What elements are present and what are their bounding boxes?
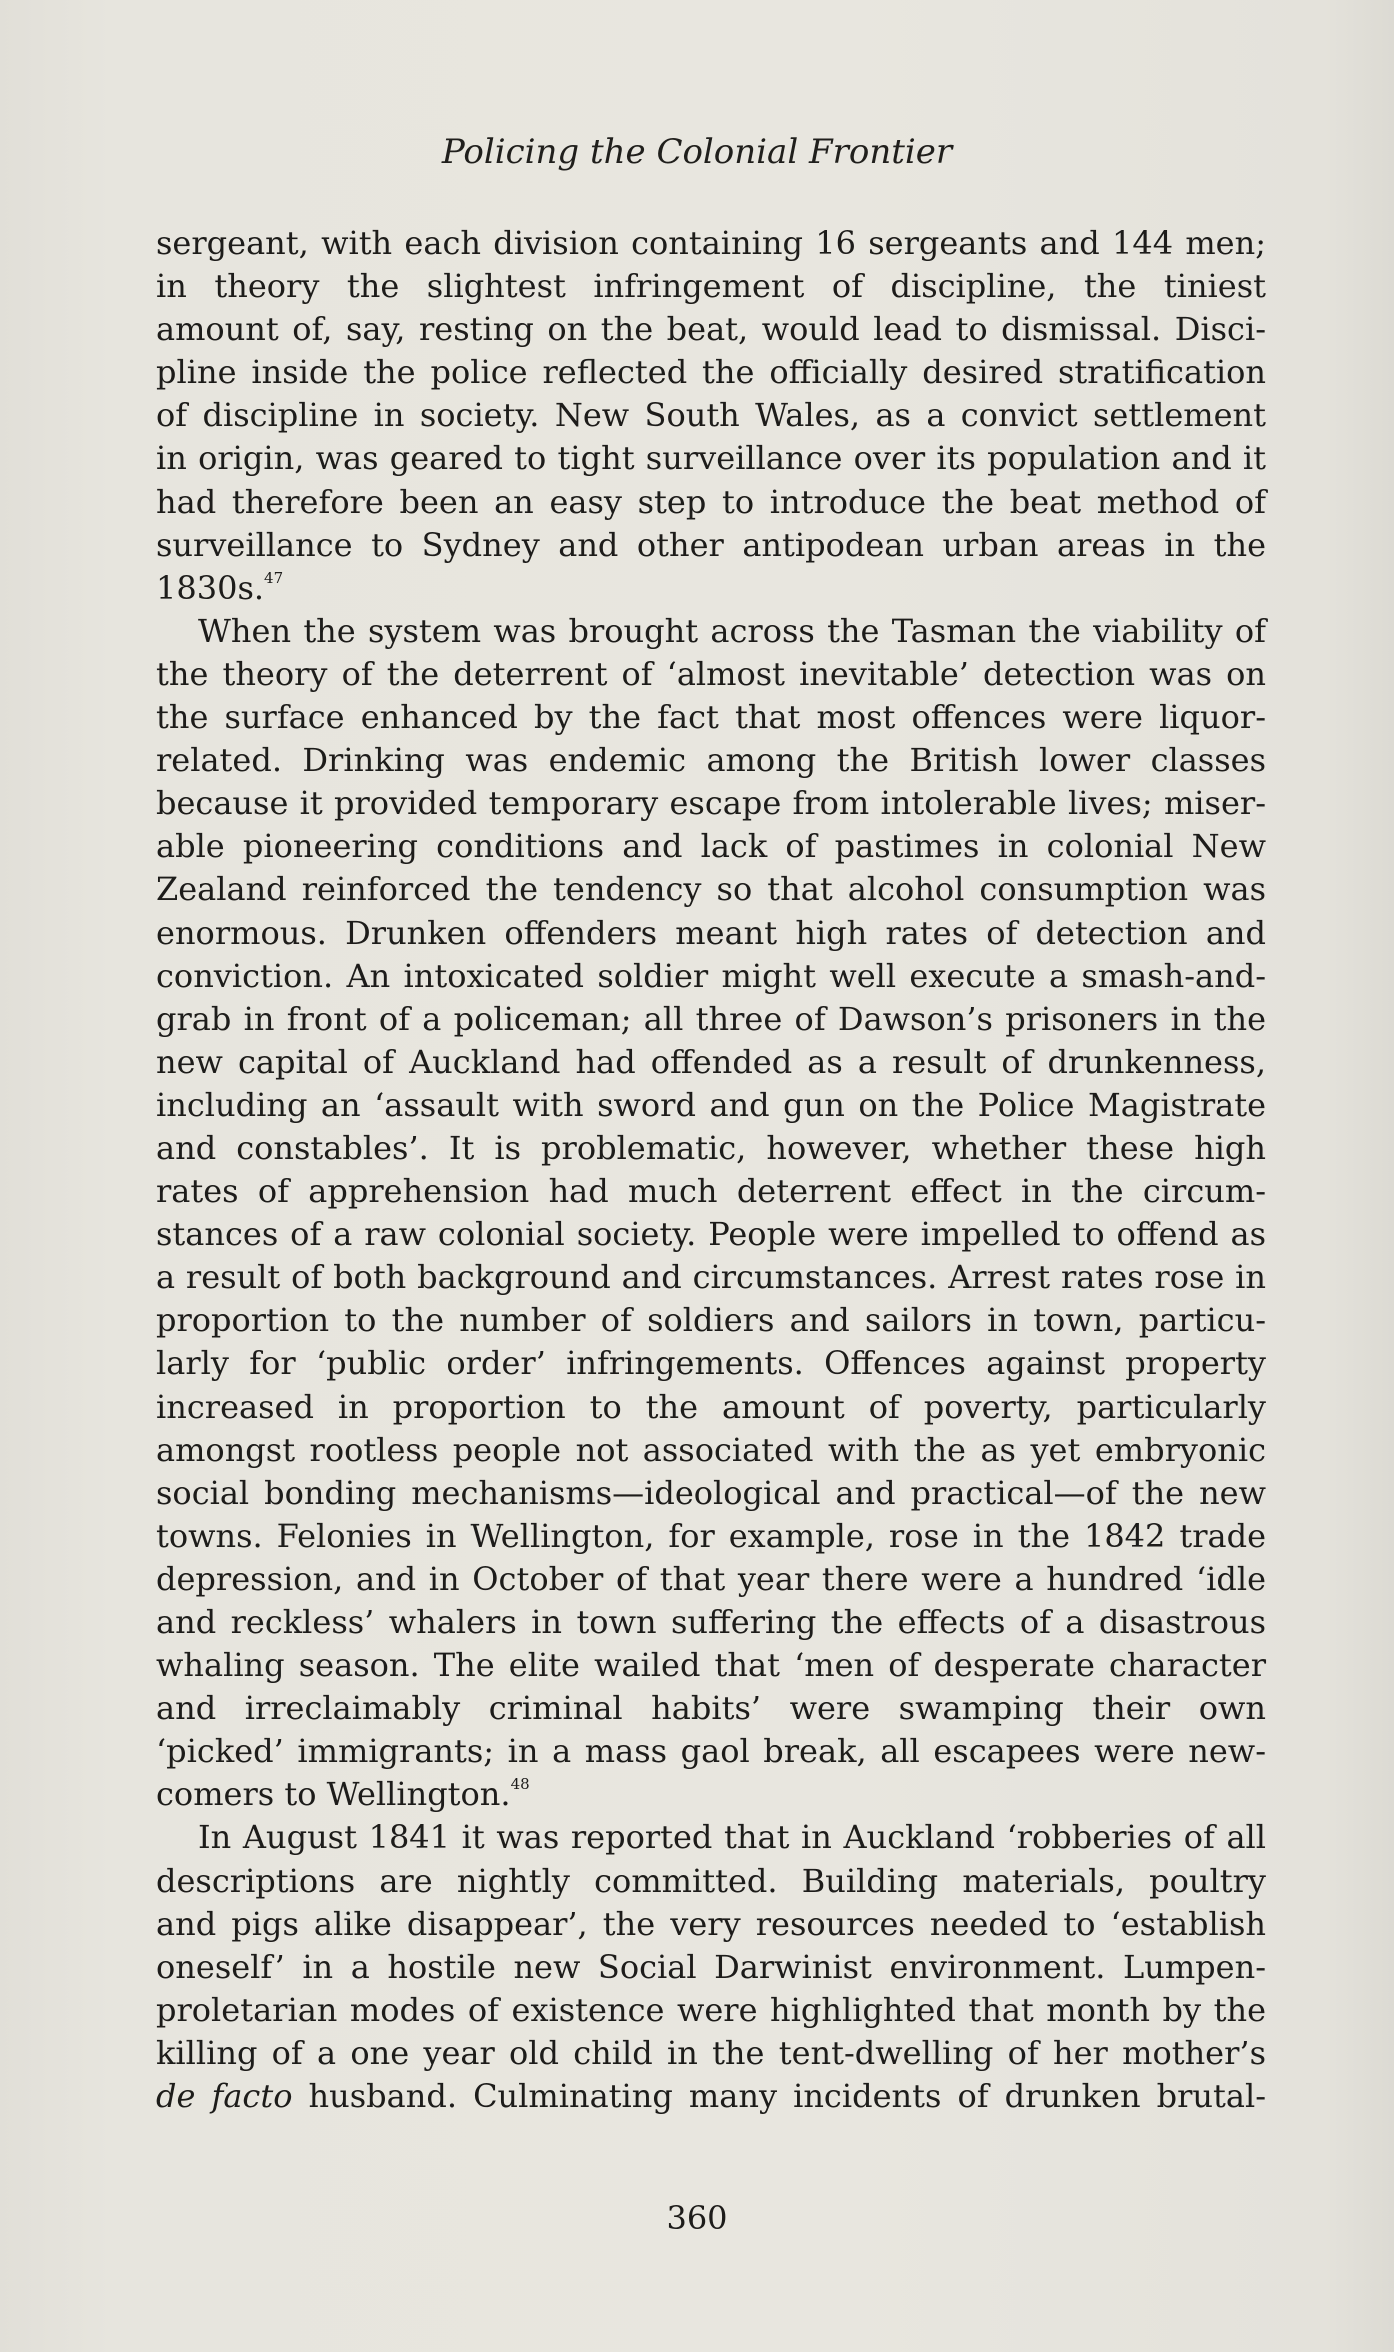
line-text: enormous. Drunken offenders meant high rates of detection and xyxy=(156,913,1266,952)
line-text: husband. Culminating many incidents of drunken brutal- xyxy=(292,2077,1267,2116)
line-text: comers to Wellington. xyxy=(156,1775,511,1814)
text-line xyxy=(156,1816,1266,1859)
text-line xyxy=(156,524,1266,567)
text-line xyxy=(156,696,1266,739)
text-line xyxy=(156,1730,1266,1773)
text-line xyxy=(156,1386,1266,1429)
text-line xyxy=(156,1558,1266,1601)
line-text: and pigs alike disappear’, the very resources needed to ‘establish xyxy=(156,1904,1266,1943)
line-text: because it provided temporary escape from intolerable lives; miser- xyxy=(156,784,1266,823)
line-text: surveillance to Sydney and other antipodean urban areas in the xyxy=(156,525,1266,564)
text-line xyxy=(156,1946,1266,1989)
text-line xyxy=(156,825,1266,868)
line-text: related. Drinking was endemic among the British lower classes xyxy=(156,741,1266,780)
text-line xyxy=(156,1084,1266,1127)
line-text: depression, and in October of that year there were a hundred ‘idle xyxy=(156,1559,1266,1598)
text-line xyxy=(156,1644,1266,1687)
line-text: of discipline in society. New South Wales, as a convict settlement xyxy=(156,396,1266,435)
text-line xyxy=(156,567,1266,610)
footnote-reference[interactable]: 48 xyxy=(510,1775,530,1794)
line-text: in origin, was geared to tight surveillance over its population and it xyxy=(156,439,1266,478)
line-text: able pioneering conditions and lack of pastimes in colonial New xyxy=(156,827,1266,866)
body-text xyxy=(156,222,1266,2118)
text-line xyxy=(156,1299,1266,1342)
line-text: conviction. An intoxicated soldier might well execute a smash-and- xyxy=(156,956,1266,995)
italic-phrase: de facto xyxy=(156,2077,293,2116)
text-line xyxy=(156,1213,1266,1256)
line-text: Zealand reinforced the tendency so that alcohol consumption was xyxy=(156,870,1266,909)
line-text: and constables’. It is problematic, however, whether these high xyxy=(156,1128,1266,1167)
line-text: amongst rootless people not associated with the as yet embryonic xyxy=(156,1430,1266,1469)
text-line xyxy=(156,351,1266,394)
line-text: ‘picked’ immigrants; in a mass gaol break, all escapees were new- xyxy=(156,1732,1266,1771)
text-line xyxy=(156,1687,1266,1730)
line-text: towns. Felonies in Wellington, for example, rose in the 1842 trade xyxy=(156,1516,1266,1555)
text-line xyxy=(156,868,1266,911)
text-line xyxy=(156,394,1266,437)
line-text: in theory the slightest infringement of discipline, the tiniest xyxy=(156,267,1266,306)
line-text: stances of a raw colonial society. People were impelled to offend as xyxy=(156,1215,1266,1254)
line-text: proportion to the number of soldiers and sailors in town, particu- xyxy=(156,1301,1266,1340)
text-line xyxy=(156,1860,1266,1903)
text-line xyxy=(156,782,1266,825)
line-text: 1830s. xyxy=(156,568,265,607)
text-line xyxy=(156,1773,1266,1816)
line-text: larly for ‘public order’ infringements. Offences against property xyxy=(156,1344,1266,1383)
line-text: sergeant, with each division containing 16 sergeants and 144 men; xyxy=(156,224,1266,262)
line-text: rates of apprehension had much deterrent effect in the circum- xyxy=(156,1172,1266,1211)
text-line xyxy=(156,1342,1266,1385)
text-line xyxy=(156,653,1266,696)
line-text: the theory of the deterrent of ‘almost inevitable’ detection was on xyxy=(156,654,1266,693)
text-line xyxy=(156,610,1266,653)
text-line xyxy=(156,998,1266,1041)
line-text: grab in front of a policeman; all three of Dawson’s prisoners in the xyxy=(156,999,1266,1038)
footnote-reference[interactable]: 47 xyxy=(264,568,284,587)
line-text: social bonding mechanisms—ideological and practical—of the new xyxy=(156,1473,1266,1512)
text-line xyxy=(156,1472,1266,1515)
text-line xyxy=(156,308,1266,351)
line-text: oneself’ in a hostile new Social Darwinist environment. Lumpen- xyxy=(156,1947,1266,1986)
line-text: new capital of Auckland had offended as a result of drunkenness, xyxy=(156,1042,1266,1081)
text-line xyxy=(156,1256,1266,1299)
text-line xyxy=(156,2032,1266,2075)
page-number: 360 xyxy=(666,2199,728,2237)
running-head: Policing the Colonial Frontier xyxy=(441,132,953,172)
text-line xyxy=(156,437,1266,480)
text-line xyxy=(156,481,1266,524)
text-line xyxy=(156,955,1266,998)
text-line xyxy=(156,1601,1266,1644)
line-text: had therefore been an easy step to introduce the beat method of xyxy=(156,482,1266,521)
line-text: increased in proportion to the amount of poverty, particularly xyxy=(156,1387,1266,1426)
text-line xyxy=(156,1515,1266,1558)
line-text: descriptions are nightly committed. Building materials, poultry xyxy=(156,1861,1266,1900)
text-line xyxy=(156,1429,1266,1472)
line-text: pline inside the police reflected the officially desired stratification xyxy=(156,353,1266,392)
text-line xyxy=(156,1903,1266,1946)
text-line xyxy=(156,1170,1266,1213)
text-line xyxy=(156,265,1266,308)
line-text: a result of both background and circumstances. Arrest rates rose in xyxy=(156,1258,1266,1297)
text-line xyxy=(156,739,1266,782)
text-line xyxy=(156,222,1266,265)
line-text: whaling season. The elite wailed that ‘men of desperate character xyxy=(156,1646,1266,1685)
line-text: and irreclaimably criminal habits’ were swamping their own xyxy=(156,1689,1266,1728)
line-text: killing of a one year old child in the tent-dwelling of her mother’s xyxy=(156,2033,1266,2072)
text-line xyxy=(156,1989,1266,2032)
text-line xyxy=(156,1041,1266,1084)
line-text: In August 1841 it was reported that in Auckland ‘robberies of all xyxy=(198,1818,1266,1857)
line-text: and reckless’ whalers in town suffering the effects of a disastrous xyxy=(156,1603,1266,1641)
line-text: proletarian modes of existence were highlighted that month by the xyxy=(156,1990,1266,2029)
line-text: including an ‘assault with sword and gun on the Police Magistrate xyxy=(156,1085,1266,1124)
line-text: the surface enhanced by the fact that most offences were liquor- xyxy=(156,698,1266,737)
text-line xyxy=(156,2075,1266,2118)
line-text: When the system was brought across the Tasman the viability of xyxy=(198,611,1266,650)
text-line xyxy=(156,1127,1266,1170)
text-line xyxy=(156,912,1266,955)
line-text: amount of, say, resting on the beat, would lead to dismissal. Disci- xyxy=(156,310,1266,349)
